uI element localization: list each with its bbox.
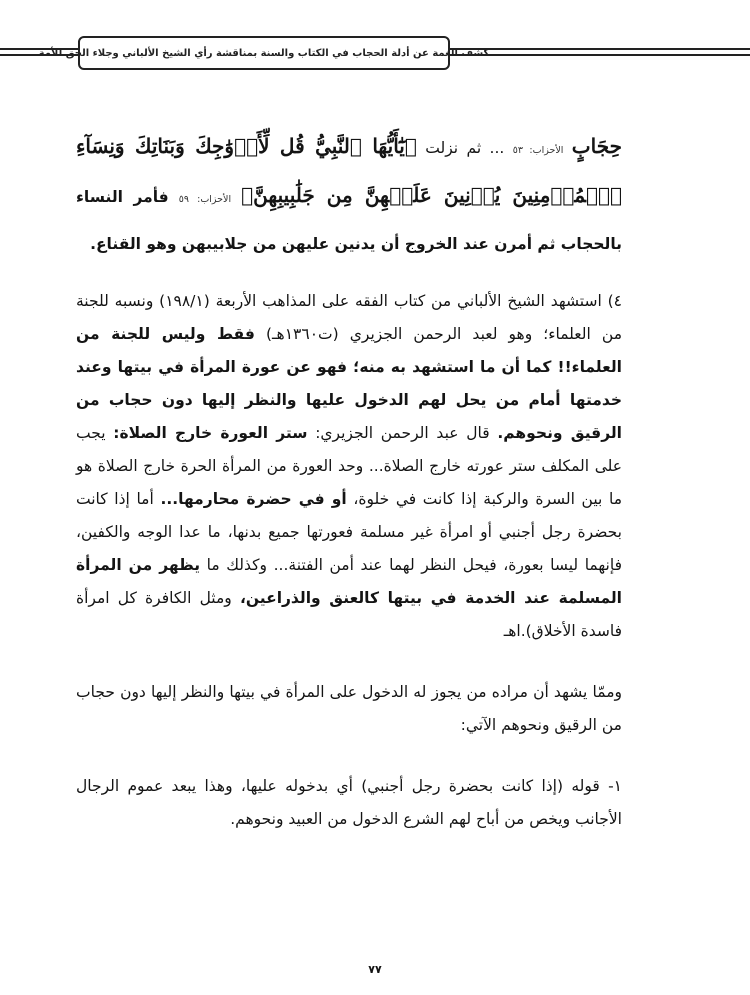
page-body — [76, 124, 622, 836]
running-header — [38, 36, 490, 70]
spacer — [76, 742, 622, 770]
point4-quote-heading: ستر العورة خارج الصلاة: — [113, 424, 308, 442]
quran-word-hijab: حِجَابٍ — [571, 134, 622, 158]
book-title: كشف الغمة عن أدلة الحجاب في الكتاب والسنة بمناقشة رأي الشيخ الألباني وجلاء الحق للأمة — [38, 47, 490, 59]
quran-verse-paragraph — [76, 124, 622, 266]
quran-ayah-59: ﴿يَٰٓأَيُّهَا ٱلنَّبِيُّ قُل لِّأَزۡوَٰجِكَ وَبَنَاتِكَ وَنِسَآءِ ٱلۡمُؤۡمِنِينَ يُدۡنِينَ عَلَيۡهِنَّ مِن جَلَٰبِيبِهِنَّ﴾ — [76, 134, 622, 207]
point-4-paragraph — [76, 285, 622, 648]
point4-critique: فقط وليس للجنة من العلماء!! كما أن ما استشهد به منه؛ فهو عن عورة المرأة في بيتها وعند خدمتها أمام من يحل لهم الدخول عليها والنظر إليها دون حجاب من الرقيق ونحوهم. — [76, 325, 622, 442]
point4-quote-emphasis-2: يظهر من المرأة المسلمة عند الخدمة في بيتها كالعنق والذراعين، — [76, 556, 622, 607]
verse-reference-53: الأحزاب: ٥٣ — [512, 145, 564, 156]
point4-quote-body: يجب على المكلف ستر عورته خارج الصلاة... وحد العورة من المرأة الحرة خارج الصلاة هو ما بين السرة والركبة إذا كانت في خلوة، — [76, 424, 622, 508]
point4-quote-body-2: أما إذا كانت بحضرة رجل أجنبي أو امرأة غير مسلمة فعورتها جميع بدنها، ما عدا الوجه والكفين، فإنهما ليسا بعورة، فيحل النظر لهما عند أمن الفتنة... وكذلك ما — [76, 490, 622, 574]
point4-quote-emphasis-1: أو في حضرة محارمها... — [160, 490, 347, 508]
connector-text: ... ثم نزلت — [425, 139, 505, 157]
item-1-paragraph: ١- قوله (إذا كانت بحضرة رجل أجنبي) أي بدخوله عليها، وهذا يبعد عموم الرجال الأجانب ويخص من أباح لهم الشرع الدخول من العبيد ونحوهم. — [76, 777, 622, 828]
point4-intro: ٤) استشهد الشيخ الألباني من كتاب الفقه على المذاهب الأربعة (١٩٨/١) ونسبه للجنة من العلماء؛ وهو لعبد الرحمن الجزيري (ت١٣٦٠هـ) — [76, 292, 623, 343]
spacer — [76, 648, 622, 676]
witness-paragraph: وممّا يشهد أن مراده من يجوز له الدخول على المرأة في بيتها والنظر إليها دون حجاب من الرقيق ونحوهم الآتي: — [76, 683, 622, 734]
page-number: ٧٧ — [368, 963, 382, 976]
point4-quote-intro: قال عبد الرحمن الجزيري: — [315, 424, 490, 442]
point4-quote-end: ومثل الكافرة كل امرأة فاسدة الأخلاق).اهـ — [76, 589, 622, 640]
verse-commentary: فأمر النساء بالحجاب ثم أمرن عند الخروج أن يدنين عليهن من جلابيبهن وهو القناع. — [76, 188, 622, 253]
verse-reference-59: الأحزاب: ٥٩ — [178, 194, 232, 205]
